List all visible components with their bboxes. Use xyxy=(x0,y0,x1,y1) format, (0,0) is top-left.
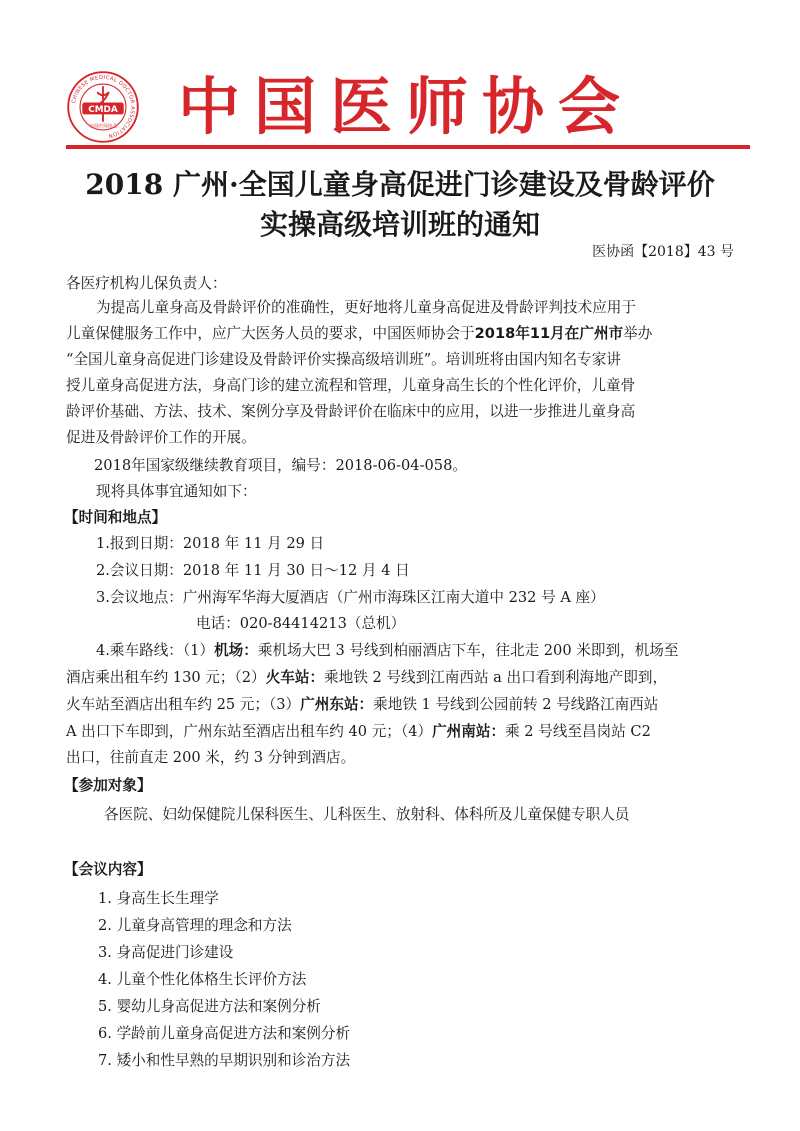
registration-date: 1.报到日期：2018 年 11 月 29 日 xyxy=(96,535,325,552)
intro-line-2-text: 儿童保健服务工作中，应广大医务人员的要求，中国医师协会于 xyxy=(66,325,475,342)
meeting-date: 2.会议日期：2018 年 11 月 30 日～12 月 4 日 xyxy=(96,562,410,579)
section-heading-time-place: 【时间和地点】 xyxy=(64,509,167,526)
letterhead-rule xyxy=(66,145,750,149)
cmda-logo xyxy=(66,70,140,144)
intro-line-4: 授儿童身高促进方法，身高门诊的建立流程和管理，儿童身高生长的个性化评价，儿童骨 xyxy=(66,377,636,394)
content-item: 7. 矮小和性早熟的早期识别和诊治方法 xyxy=(98,1052,351,1069)
logo-bottom-text: 中国医师协会 xyxy=(88,124,118,130)
intro-line-5: 龄评价基础、方法、技术、案例分享及骨龄评价在临床中的应用，以进一步推进儿童身高 xyxy=(66,403,636,420)
intro-line-6: 促进及骨龄评价工作的开展。 xyxy=(66,429,256,446)
route-text: 乘 2 号线至昌岗站 C2 xyxy=(505,723,651,740)
notice-lead: 现将具体事宜通知如下： xyxy=(96,483,257,500)
letterhead xyxy=(60,70,750,150)
document-number: 医协函【2018】43 号 xyxy=(592,244,734,260)
audience-text: 各医院、妇幼保健院儿保科医生、儿科医生、放射科、体科所及儿童保健专职人员 xyxy=(104,806,630,823)
route-line-2 xyxy=(66,668,667,688)
intro-line-2 xyxy=(66,324,652,344)
intro-line-3: “全国儿童身高促进门诊建设及骨龄评价实操高级培训班”。培训班将由国内知名专家讲 xyxy=(66,351,621,368)
route-line-3 xyxy=(66,695,658,715)
content-item: 6. 学龄前儿童身高促进方法和案例分析 xyxy=(98,1025,351,1042)
meeting-date-place: 2018年11月在广州市 xyxy=(474,325,624,342)
organization-name: 中国医师协会 xyxy=(178,70,635,143)
content-item: 5. 婴幼儿身高促进方法和案例分析 xyxy=(98,998,321,1015)
document-title-line-2: 实操高级培训班的通知 xyxy=(259,208,540,241)
route-text: 乘地铁 1 号线到公园前转 2 号线路江南西站 xyxy=(373,696,659,713)
venue-phone: 电话：020-84414213（总机） xyxy=(196,615,406,632)
route-text: 酒店乘出租车约 130 元；（2） xyxy=(66,669,266,686)
route-text: 4.乘车路线：（1） xyxy=(96,642,215,659)
route-label-airport: 机场： xyxy=(214,642,258,659)
route-text: 火车站至酒店出租车约 25 元；（3） xyxy=(66,696,301,713)
route-text: 乘地铁 2 号线到江南西站 a 出口看到利海地产即到， xyxy=(324,669,668,686)
route-line-4 xyxy=(66,722,651,742)
intro-line-2-end: 举办 xyxy=(623,325,653,342)
intro-line-1: 为提高儿童身高及骨龄评价的准确性，更好地将儿童身高促进及骨龄评判技术应用于 xyxy=(96,299,636,316)
route-line-5: 出口，往前直走 200 米，约 3 分钟到酒店。 xyxy=(66,749,356,766)
content-item: 1. 身高生长生理学 xyxy=(98,890,219,907)
logo-ring-text: CHINESE MEDICAL DOCTOR ASSOCIATION xyxy=(71,74,136,139)
section-heading-contents: 【会议内容】 xyxy=(64,861,152,878)
salutation: 各医疗机构儿保负责人： xyxy=(66,275,227,292)
section-heading-audience: 【参加对象】 xyxy=(64,777,152,794)
content-item: 2. 儿童身高管理的理念和方法 xyxy=(98,917,292,934)
content-item: 4. 儿童个性化体格生长评价方法 xyxy=(98,971,307,988)
content-item: 3. 身高促进门诊建设 xyxy=(98,944,234,961)
project-note: 2018年国家级继续教育项目，编号：2018-06-04-058。 xyxy=(94,457,467,474)
meeting-venue: 3.会议地点：广州海军华海大厦酒店（广州市海珠区江南大道中 232 号 A 座） xyxy=(96,589,605,606)
logo-text: CMDA xyxy=(88,104,118,115)
document-title-line-1: 2018 广州·全国儿童身高促进门诊建设及骨龄评价 xyxy=(85,168,715,201)
route-label-guangzhou-south: 广州南站： xyxy=(432,723,506,740)
route-label-guangzhou-east: 广州东站： xyxy=(300,696,374,713)
route-label-train-station: 火车站： xyxy=(265,669,325,686)
route-text: 乘机场大巴 3 号线到柏丽酒店下车，往北走 200 米即到，机场至 xyxy=(257,642,679,659)
route-text: A 出口下车即到，广州东站至酒店出租车约 40 元；（4） xyxy=(66,723,433,740)
route-line-1 xyxy=(96,641,678,661)
